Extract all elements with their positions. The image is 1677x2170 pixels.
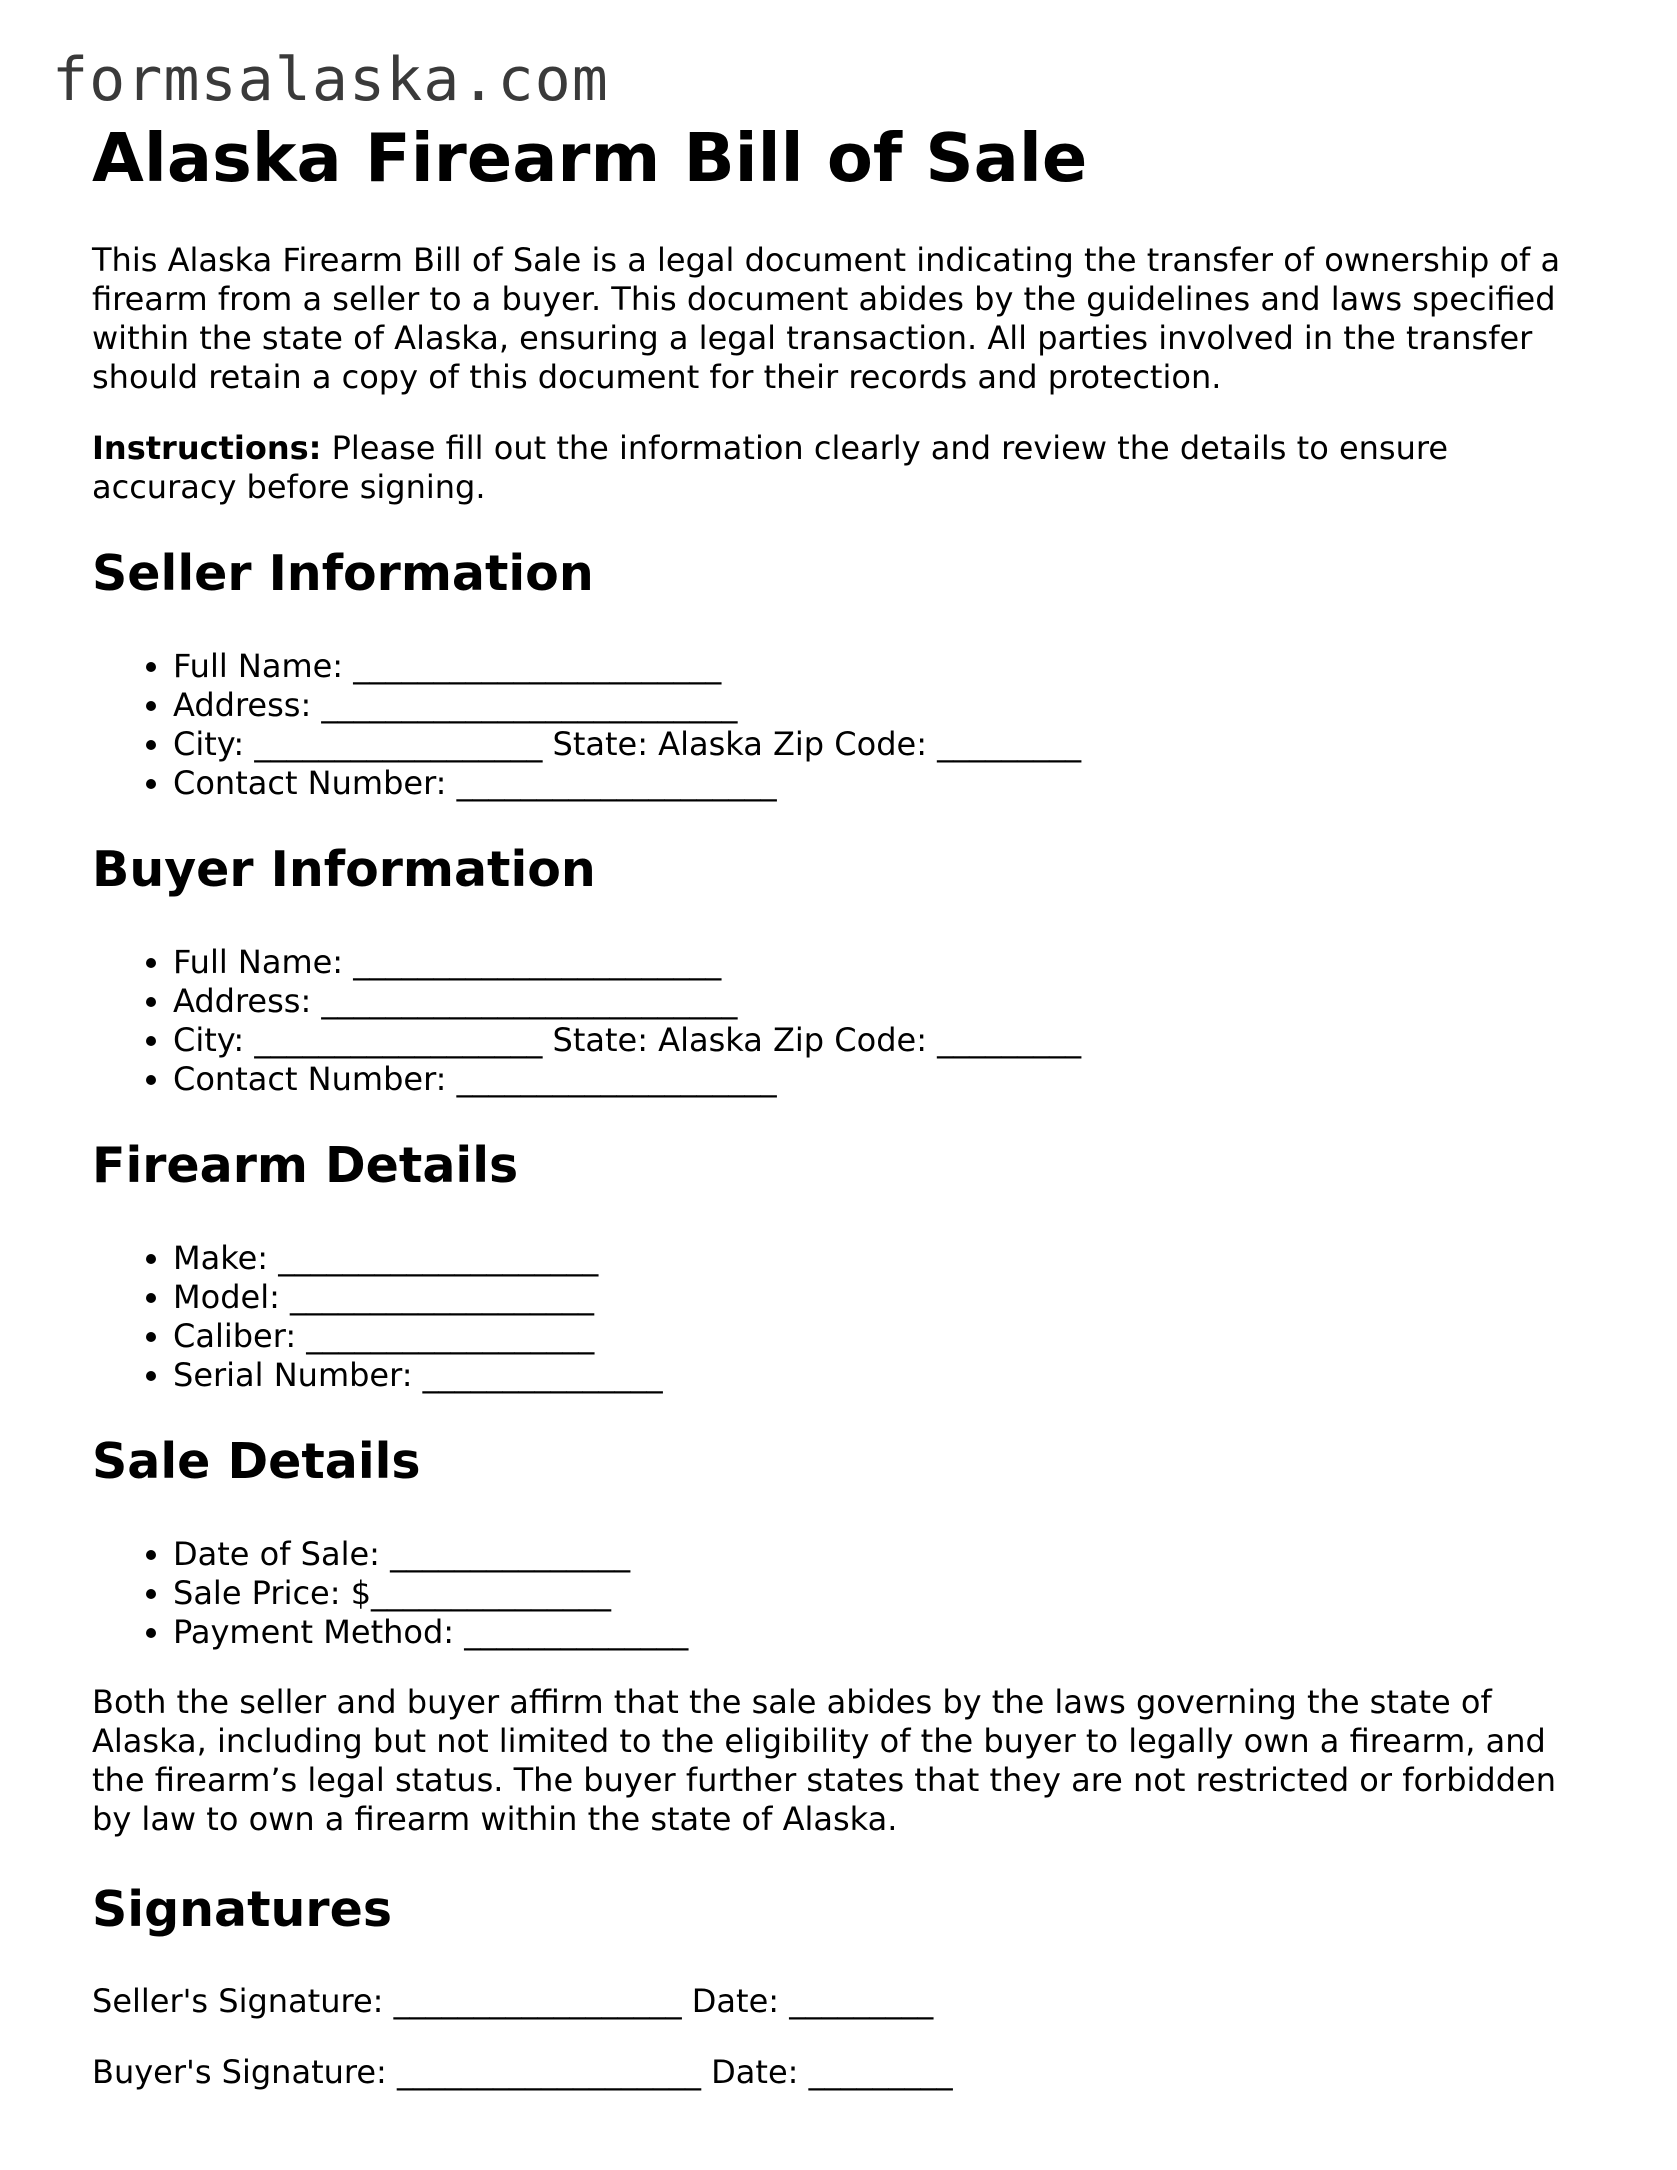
watermark: formsalaska.com	[52, 45, 609, 115]
instructions-paragraph	[92, 429, 1592, 507]
sale-heading: Sale Details	[92, 1432, 421, 1490]
sale-payment-field[interactable]: • Payment Method: ______________	[173, 1613, 1592, 1652]
firearm-fields	[92, 1239, 1592, 1395]
instructions-text: Please fill out the information clearly and review the details to ensure accuracy before signing.	[92, 429, 1448, 507]
affirmation-paragraph: Both the seller and buyer affirm that the sale abides by the laws governing the state of Alaska, including but not limited to the eligibility of the buyer to legally own a firearm, and the firearm’s legal status. The buyer further states that they are not restricted or forbidden by law to own a firearm within the state of Alaska.	[92, 1682, 1556, 1838]
sale-price-field[interactable]: • Sale Price: $_______________	[173, 1574, 1592, 1613]
document-title: Alaska Firearm Bill of Sale	[92, 119, 1088, 197]
sale-date-field[interactable]: • Date of Sale: _______________	[173, 1535, 1592, 1574]
firearm-make-field[interactable]: • Make: ____________________	[173, 1239, 1592, 1278]
instructions-label: Instructions:	[92, 429, 322, 468]
seller-city-state-zip-field[interactable]: • City: __________________ State: Alaska Zip Code: _________	[173, 725, 1592, 764]
buyer-address-field[interactable]: • Address: __________________________	[173, 982, 1592, 1021]
seller-signature-line[interactable]: Seller's Signature: __________________ Date: _________	[92, 1982, 934, 2021]
document-page	[92, 118, 1592, 2092]
seller-full-name-field[interactable]: • Full Name: _______________________	[173, 647, 1592, 686]
seller-fields	[92, 647, 1592, 803]
firearm-caliber-field[interactable]: • Caliber: __________________	[173, 1317, 1592, 1356]
buyer-signature-line[interactable]: Buyer's Signature: ___________________ Date: _________	[92, 2053, 953, 2092]
sale-fields	[92, 1535, 1592, 1652]
signatures-heading: Signatures	[92, 1880, 392, 1938]
firearm-heading: Firearm Details	[92, 1136, 519, 1194]
buyer-full-name-field[interactable]: • Full Name: _______________________	[173, 943, 1592, 982]
seller-contact-field[interactable]: • Contact Number: ____________________	[173, 764, 1592, 803]
firearm-serial-field[interactable]: • Serial Number: _______________	[173, 1356, 1592, 1395]
seller-heading: Seller Information	[92, 545, 594, 603]
seller-address-field[interactable]: • Address: __________________________	[173, 686, 1592, 725]
intro-paragraph: This Alaska Firearm Bill of Sale is a legal document indicating the transfer of ownership of a firearm from a seller to a buyer. This document abides by the guidelines and laws specified within the state of Alaska, ensuring a legal transaction. All parties involved in the transfer should retain a copy of this document for their records and protection.	[92, 241, 1561, 397]
firearm-model-field[interactable]: • Model: ___________________	[173, 1278, 1592, 1317]
buyer-contact-field[interactable]: • Contact Number: ____________________	[173, 1060, 1592, 1099]
buyer-city-state-zip-field[interactable]: • City: __________________ State: Alaska Zip Code: _________	[173, 1021, 1592, 1060]
buyer-heading: Buyer Information	[92, 841, 596, 899]
buyer-fields	[92, 943, 1592, 1099]
